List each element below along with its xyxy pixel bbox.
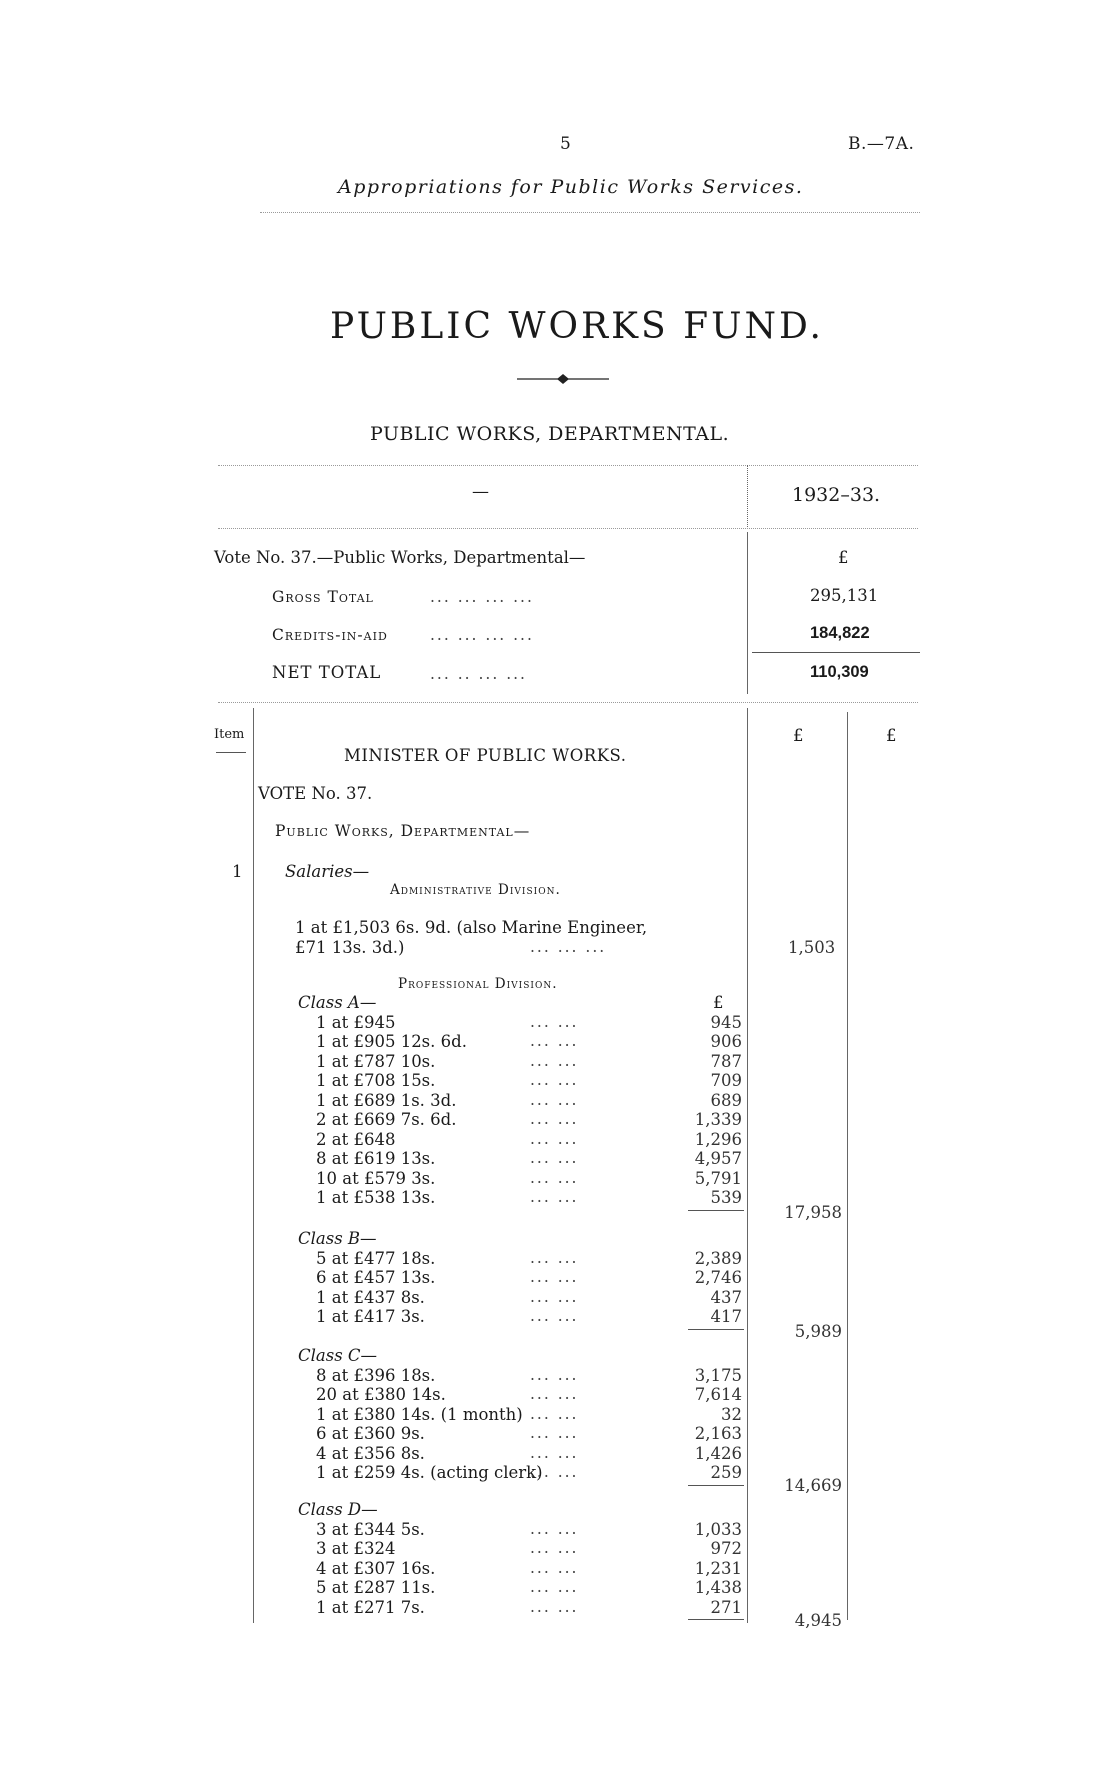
summary-bottom-rule: [218, 702, 918, 703]
summary-header-divider: [747, 465, 748, 529]
class-row-label: 1 at £708 15s.: [316, 1071, 436, 1090]
class-row-label: 1 at £689 1s. 3d.: [316, 1090, 457, 1110]
leader-dots: ... ...: [530, 1051, 579, 1070]
class-row-label: 8 at £396 18s.: [316, 1365, 436, 1385]
class-row-amount: 945: [710, 1012, 742, 1032]
class-heading: Class B—: [298, 1229, 377, 1248]
class-row-amount: 437: [710, 1287, 742, 1307]
net-total-label: NET TOTAL: [272, 663, 382, 682]
leader-dots: ... ...: [530, 1090, 579, 1109]
department-heading: Public Works, Departmental—: [275, 822, 531, 840]
summary-top-rule: [218, 465, 918, 466]
summary-value-divider: [747, 532, 748, 694]
net-total-value: 110,309: [810, 663, 869, 681]
class-row-amount: 1,231: [694, 1558, 742, 1578]
class-row-amount: 3,175: [694, 1365, 742, 1385]
admin-line-1: 1 at £1,503 6s. 9d. (also Marine Engineer,: [295, 918, 648, 937]
leader-dots: ... ...: [530, 1149, 579, 1167]
net-total-rule: [752, 652, 920, 653]
class-row-amount: 1,033: [694, 1519, 742, 1539]
credits-in-aid-value: 184,822: [810, 624, 870, 642]
leader-dots: ... ...: [530, 1129, 579, 1148]
column-header-dash: —: [472, 482, 489, 502]
item-column-divider: [253, 708, 254, 1623]
ornament-divider: [517, 372, 609, 386]
leader-dots: ... ...: [530, 1012, 579, 1031]
subtotal-rule: [688, 1619, 744, 1620]
leader-dots: ... ...: [530, 1519, 579, 1538]
class-currency: £: [713, 993, 724, 1012]
subtotal-rule: [688, 1485, 744, 1486]
class-row-label: 8 at £619 13s.: [316, 1149, 436, 1168]
class-row-label: 3 at £344 5s.: [316, 1519, 425, 1539]
class-row-label: 4 at £356 8s.: [316, 1443, 425, 1463]
page-title: PUBLIC WORKS FUND.: [330, 306, 824, 347]
leader-dots: ... ...: [530, 1597, 579, 1616]
leader-dots: ... ...: [530, 1463, 579, 1481]
leader-dots: ... ... ... ...: [430, 588, 534, 606]
summary-header-rule: [218, 528, 918, 529]
leader-dots: ... ...: [530, 1110, 579, 1128]
column-header-year: 1932–33.: [792, 484, 881, 506]
item-header-rule: [216, 752, 246, 753]
class-row-label: 1 at £538 13s.: [316, 1188, 436, 1207]
header-rule: [260, 212, 920, 213]
admin-total: 1,503: [788, 938, 836, 957]
total-column-divider: [847, 712, 848, 1620]
class-row-amount: 689: [710, 1090, 742, 1110]
class-row-amount: 271: [710, 1597, 742, 1617]
class-total: 14,669: [784, 1476, 842, 1495]
item-column-header: Item: [214, 727, 245, 742]
credits-in-aid-label: Credits-in-aid: [272, 626, 388, 644]
leader-dots: ... ... ... ...: [430, 626, 534, 644]
leader-dots: ... ...: [530, 1424, 579, 1442]
leader-dots: ... ...: [530, 1287, 579, 1306]
minister-heading: MINISTER OF PUBLIC WORKS.: [344, 746, 627, 765]
document-reference: B.—7A.: [848, 134, 915, 154]
class-row-label: 2 at £648: [316, 1129, 396, 1149]
class-row-label: 1 at £259 4s. (acting clerk): [316, 1463, 543, 1482]
class-row-amount: 1,438: [694, 1578, 742, 1597]
leader-dots: ... ...: [530, 1578, 579, 1596]
leader-dots: ... ...: [530, 1071, 579, 1089]
class-row-label: 4 at £307 16s.: [316, 1558, 436, 1578]
amount-column-header: £: [793, 726, 804, 745]
gross-total-value: 295,131: [810, 586, 879, 605]
class-row-amount: 2,746: [694, 1268, 742, 1287]
leader-dots: ... ...: [530, 1188, 579, 1206]
class-row-label: 1 at £905 12s. 6d.: [316, 1032, 467, 1051]
prof-division-heading: Professional Division.: [398, 976, 558, 992]
class-row-label: 1 at £271 7s.: [316, 1597, 425, 1617]
class-row-label: 20 at £380 14s.: [316, 1385, 446, 1404]
class-row-amount: 709: [710, 1071, 742, 1090]
vote-heading: VOTE No. 37.: [258, 784, 373, 803]
leader-dots: ... ...: [530, 1268, 579, 1286]
subtotal-rule: [688, 1329, 744, 1330]
class-row-amount: 1,339: [694, 1110, 742, 1129]
leader-dots: ... ...: [530, 1248, 579, 1267]
page-number: 5: [560, 134, 571, 154]
running-title: Appropriations for Public Works Services.: [338, 176, 804, 198]
class-row-label: 6 at £457 13s.: [316, 1268, 436, 1287]
class-row-label: 5 at £477 18s.: [316, 1248, 436, 1268]
class-row-amount: 2,389: [694, 1248, 742, 1268]
class-total: 4,945: [794, 1611, 842, 1630]
class-row-amount: 4,957: [694, 1149, 742, 1168]
summary-currency: £: [838, 548, 849, 567]
class-row-label: 1 at £945: [316, 1012, 396, 1032]
admin-line-2: £71 13s. 3d.): [295, 938, 405, 957]
class-row-label: 10 at £579 3s.: [316, 1168, 436, 1188]
gross-total-label: Gross Total: [272, 588, 374, 606]
class-row-label: 1 at £380 14s. (1 month): [316, 1404, 523, 1424]
salaries-heading: Salaries—: [285, 862, 370, 881]
class-heading: Class A—: [298, 993, 377, 1012]
leader-dots: ... ... ...: [530, 938, 607, 956]
leader-dots: ... ...: [530, 1168, 579, 1187]
admin-division-heading: Administrative Division.: [390, 882, 561, 898]
class-row-amount: 1,296: [694, 1129, 742, 1149]
leader-dots: ... ...: [530, 1443, 579, 1462]
section-subtitle: PUBLIC WORKS, DEPARTMENTAL.: [370, 423, 730, 445]
class-row-label: 6 at £360 9s.: [316, 1424, 425, 1443]
total-column-header: £: [886, 726, 897, 745]
class-row-label: 1 at £437 8s.: [316, 1287, 425, 1307]
class-row-amount: 539: [710, 1188, 742, 1207]
class-row-amount: 5,791: [694, 1168, 742, 1188]
class-row-label: 5 at £287 11s.: [316, 1578, 436, 1597]
leader-dots: ... ...: [530, 1539, 579, 1557]
class-row-amount: 7,614: [694, 1385, 742, 1404]
class-total: 5,989: [794, 1322, 842, 1341]
vote-label: Vote No. 37.—Public Works, Departmental—: [214, 548, 586, 567]
class-total: 17,958: [784, 1203, 842, 1222]
leader-dots: ... ...: [530, 1558, 579, 1577]
class-row-label: 3 at £324: [316, 1539, 396, 1558]
class-row-amount: 259: [710, 1463, 742, 1482]
leader-dots: ... ...: [530, 1365, 579, 1384]
leader-dots: ... ...: [530, 1307, 579, 1325]
leader-dots: ... ...: [530, 1385, 579, 1403]
class-row-amount: 1,426: [694, 1443, 742, 1463]
class-row-amount: 2,163: [694, 1424, 742, 1443]
class-row-label: 1 at £787 10s.: [316, 1051, 436, 1071]
class-row-amount: 417: [710, 1307, 742, 1326]
class-heading: Class C—: [298, 1346, 378, 1365]
class-row-label: 2 at £669 7s. 6d.: [316, 1110, 457, 1129]
leader-dots: ... ...: [530, 1032, 579, 1050]
class-row-amount: 787: [710, 1051, 742, 1071]
class-row-amount: 972: [710, 1539, 742, 1558]
class-heading: Class D—: [298, 1500, 378, 1519]
class-row-label: 1 at £417 3s.: [316, 1307, 425, 1326]
class-row-amount: 32: [721, 1404, 742, 1424]
leader-dots: ... .. ... ...: [430, 665, 527, 683]
subtotal-rule: [688, 1210, 744, 1211]
leader-dots: ... ...: [530, 1404, 579, 1423]
class-row-amount: 906: [710, 1032, 742, 1051]
item-number: 1: [232, 862, 243, 881]
